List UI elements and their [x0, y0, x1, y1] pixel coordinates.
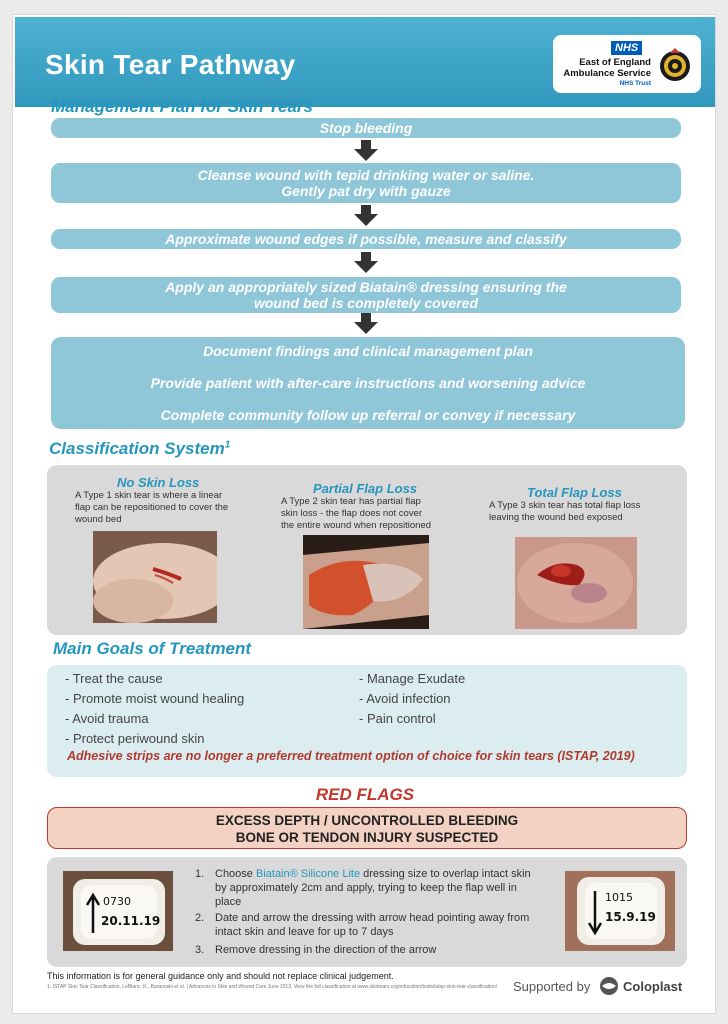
step-text	[215, 867, 545, 909]
photo-right-time: 1015	[605, 891, 633, 904]
step-text-post: dressing size to overlap intact skin by approximately 2cm and apply, trying to keep the flap well in place	[215, 868, 531, 908]
coloplast-brand: Coloplast	[623, 979, 683, 994]
step-text: Date and arrow the dressing with arrow head pointing away from intact skin and leave for up to 7 days	[215, 912, 530, 938]
reference-note: 1. ISTAP Skin Tear Classification, LeBlanc, K., Baranoski et al. | Advances in Skin and Wound Care June 2013. View the full classification at www.skintears.org/education/tools/istap-skin-tear-classification/	[47, 984, 498, 990]
step-text: Apply an appropriately sized Biatain® dressing ensuring the	[165, 279, 567, 295]
step-number: 3.	[195, 944, 205, 956]
step-text: wound bed is completely covered	[253, 295, 479, 311]
step-text: Stop bleeding	[319, 120, 413, 136]
goal-item: - Manage Exudate	[359, 671, 466, 686]
step-apply-dressing	[51, 277, 681, 313]
red-flags-title: RED FLAGS	[315, 785, 415, 804]
desc-line: flap can be repositioned to cover the	[75, 502, 229, 513]
org-name-line2: Ambulance Service	[563, 68, 651, 79]
classification-superscript: 1	[224, 439, 231, 451]
page	[12, 14, 716, 1014]
desc-line: wound bed	[75, 514, 122, 525]
dressing-photo-right	[565, 871, 675, 951]
red-flag-line: BONE OR TENDON INJURY SUSPECTED	[235, 830, 499, 845]
goal-item: - Treat the cause	[65, 671, 163, 686]
type1-title: No Skin Loss	[117, 475, 200, 490]
header-banner	[15, 17, 715, 107]
step-text: Approximate wound edges if possible, measure and classify	[165, 231, 567, 247]
classification-title-text: Classification System	[49, 439, 225, 458]
goals-panel	[47, 665, 687, 777]
management-title: Management Plan for Skin Tears	[51, 97, 313, 116]
classification-panel	[47, 465, 687, 635]
classification-title	[49, 439, 230, 459]
type3-title: Total Flap Loss	[527, 485, 622, 500]
desc-line: A Type 3 skin tear has total flap loss	[489, 500, 641, 511]
supported-by-label: Supported by	[513, 979, 591, 994]
nhs-mark: NHS	[611, 41, 642, 55]
goal-item: - Avoid infection	[359, 691, 451, 706]
step-text: Gently pat dry with gauze	[281, 183, 451, 199]
step-document-and-follow-up	[51, 337, 685, 429]
step-number: 1.	[195, 868, 205, 880]
red-flags-box	[47, 807, 687, 849]
desc-line: skin loss - the flap does not cover	[281, 508, 422, 519]
step-stop-bleeding	[51, 118, 681, 138]
goal-item: - Promote moist wound healing	[65, 691, 245, 706]
type2-wound-photo	[303, 535, 429, 629]
goal-item: - Pain control	[359, 711, 436, 726]
nhs-logo	[553, 35, 701, 93]
page-title: Skin Tear Pathway	[45, 49, 296, 80]
down-arrow-icon	[353, 140, 379, 162]
desc-line: A Type 1 skin tear is where a linear	[75, 490, 223, 501]
desc-line: leaving the wound bed exposed	[489, 512, 623, 523]
type3-desc	[489, 500, 640, 524]
type1-wound-photo	[93, 531, 217, 623]
final-step-document: Document findings and clinical management plan	[203, 343, 533, 359]
final-step-referral: Complete community follow up referral or convey if necessary	[160, 407, 576, 423]
crest-icon	[657, 47, 693, 83]
goal-item: - Protect periwound skin	[65, 731, 205, 746]
step-text-pre: Choose	[215, 868, 256, 880]
adhesive-strips-note: Adhesive strips are no longer a preferred treatment option of choice for skin tears (ISTAP, 2019)	[67, 749, 635, 763]
desc-line: the entire wound when repositioned	[281, 520, 431, 531]
down-arrow-icon	[353, 205, 379, 227]
red-flag-line: EXCESS DEPTH / UNCONTROLLED BLEEDING	[215, 813, 519, 828]
product-name: Biatain® Silicone Lite	[255, 868, 361, 880]
final-step-aftercare: Provide patient with after-care instructions and worsening advice	[150, 375, 586, 391]
disclaimer: This information is for general guidance only and should not replace clinical judgement.	[47, 971, 394, 981]
photo-left-date: 20.11.19	[101, 914, 161, 928]
type3-wound-photo	[515, 537, 637, 629]
goals-title: Main Goals of Treatment	[53, 639, 252, 658]
org-name-line1: East of England	[579, 57, 651, 68]
down-arrow-icon	[353, 313, 379, 335]
down-arrow-icon	[353, 252, 379, 274]
dressing-instructions-panel	[47, 857, 687, 967]
coloplast-logo-icon	[599, 976, 619, 996]
step-number: 2.	[195, 912, 205, 924]
type1-desc	[75, 490, 228, 526]
desc-line: A Type 2 skin tear has partial flap	[281, 496, 421, 507]
org-name-line3: NHS Trust	[619, 80, 651, 87]
type2-title: Partial Flap Loss	[313, 481, 418, 496]
step-text: Remove dressing in the direction of the arrow	[215, 944, 437, 956]
goal-item: - Avoid trauma	[65, 711, 149, 726]
dressing-photo-left	[63, 871, 173, 951]
step-approximate	[51, 229, 681, 249]
photo-right-date: 15.9.19	[605, 910, 656, 924]
step-cleanse	[51, 163, 681, 203]
step-text: Cleanse wound with tepid drinking water or saline.	[197, 167, 535, 183]
photo-left-time: 0730	[103, 895, 131, 908]
type2-desc	[281, 496, 431, 532]
